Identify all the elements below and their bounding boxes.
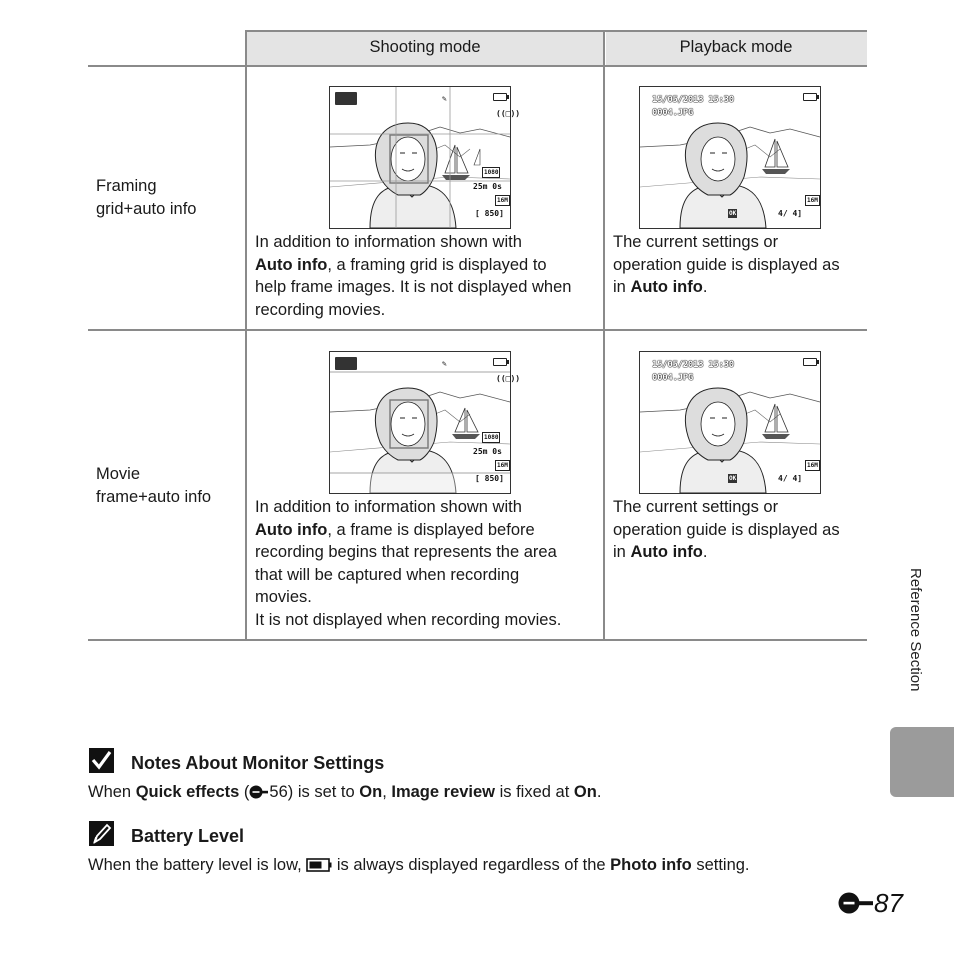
playback-filename: 0004.JPG xyxy=(652,373,693,383)
movie-frame-playback-description: The current settings or operation guide is displayed as in Auto info. xyxy=(613,498,840,561)
camera-mode-icon xyxy=(335,357,357,370)
shooting-screen-movie-frame xyxy=(329,351,521,494)
check-icon xyxy=(88,747,115,774)
playback-datetime: 15/05/2013 15:30 xyxy=(652,95,734,105)
note-title-battery-level: Battery Level xyxy=(131,826,245,846)
section-side-tab xyxy=(890,727,954,797)
playback-screen-framing-grid xyxy=(639,86,821,229)
playback-screen-movie-frame xyxy=(639,351,821,494)
table-header-rule xyxy=(88,65,867,67)
frame-counter: 4/ 4] xyxy=(778,474,803,483)
pencil-icon xyxy=(88,820,115,847)
note-body-monitor-settings: When Quick effects ( 56) is set to On, Image review is fixed at On. xyxy=(88,783,602,801)
low-battery-icon xyxy=(306,858,332,872)
reference-section-e-icon xyxy=(249,785,269,799)
playback-filename: 0004.JPG xyxy=(652,108,693,118)
movie-size-icon: 1080 xyxy=(484,434,499,441)
movie-frame-shooting-description: In addition to information shown with Auto info, a frame is displayed before recording begins that represents the area that will be captured when recording movies. It is not displayed when recording movies. xyxy=(255,498,562,629)
header-shooting-mode: Shooting mode xyxy=(369,38,481,56)
table-bottom-rule xyxy=(88,639,867,641)
table-row-divider xyxy=(88,329,867,331)
table-top-rule xyxy=(247,30,867,32)
effect-icon: ✎ xyxy=(442,94,447,103)
image-size-icon: 16M xyxy=(807,197,818,204)
portrait-scene-image xyxy=(330,352,510,493)
image-size-icon: 16M xyxy=(497,462,508,469)
exposures-remaining: [ 850] xyxy=(475,209,504,218)
header-playback-mode: Playback mode xyxy=(679,38,793,56)
portrait-scene-image xyxy=(330,87,510,228)
vr-icon: ((□)) xyxy=(496,374,521,383)
framing-grid-playback-description: The current settings or operation guide is displayed as in Auto info. xyxy=(613,233,840,296)
ok-button-icon: OK xyxy=(729,210,737,217)
section-side-label: Reference Section xyxy=(907,568,924,692)
ok-button-icon: OK xyxy=(729,475,737,482)
movie-time-remaining: 25m 0s xyxy=(473,447,502,456)
battery-icon xyxy=(803,358,817,366)
movie-time-remaining: 25m 0s xyxy=(473,182,502,191)
image-size-icon: 16M xyxy=(497,197,508,204)
exposures-remaining: [ 850] xyxy=(475,474,504,483)
framing-grid-shooting-description: In addition to information shown with Auto info, a framing grid is displayed to help frame images. It is not displayed when recording movies. xyxy=(255,233,572,319)
note-title-monitor-settings: Notes About Monitor Settings xyxy=(131,753,385,773)
vr-icon: ((□)) xyxy=(496,109,521,118)
table-col-divider-2 xyxy=(603,30,605,641)
row-label-framing-grid: Framing grid+auto info xyxy=(96,177,197,218)
reference-section-e-icon xyxy=(838,892,874,914)
battery-icon xyxy=(803,93,817,101)
frame-counter: 4/ 4] xyxy=(778,209,803,218)
battery-icon xyxy=(493,93,507,101)
shooting-screen-framing-grid xyxy=(329,86,521,229)
image-size-icon: 16M xyxy=(807,462,818,469)
row-label-movie-frame: Movie frame+auto info xyxy=(96,465,212,506)
battery-icon xyxy=(493,358,507,366)
playback-datetime: 15/05/2013 15:30 xyxy=(652,360,734,370)
effect-icon: ✎ xyxy=(442,359,447,368)
camera-mode-icon xyxy=(335,92,357,105)
table-col-divider-1 xyxy=(245,30,247,641)
movie-size-icon: 1080 xyxy=(484,169,499,176)
note-body-battery-level: When the battery level is low, is always displayed regardless of the Photo info setting. xyxy=(88,856,750,874)
page-number: 87 xyxy=(838,888,903,919)
